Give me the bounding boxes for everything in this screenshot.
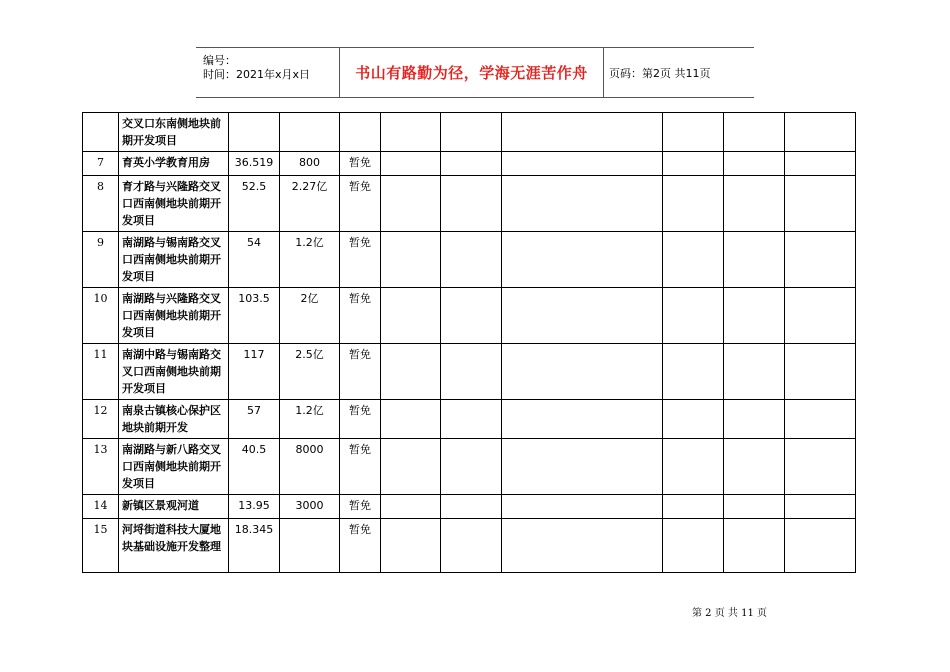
empty-cell xyxy=(663,152,724,176)
row-number: 15 xyxy=(83,519,119,573)
empty-cell xyxy=(724,176,785,232)
table-body xyxy=(83,113,856,573)
area-value: 54 xyxy=(229,232,280,288)
table-row xyxy=(83,232,856,288)
row-number: 13 xyxy=(83,439,119,495)
empty-cell xyxy=(502,176,663,232)
empty-cell xyxy=(663,232,724,288)
table-row xyxy=(83,495,856,519)
empty-cell xyxy=(441,495,502,519)
empty-cell xyxy=(724,232,785,288)
area-value: 40.5 xyxy=(229,439,280,495)
empty-cell xyxy=(724,400,785,439)
empty-cell xyxy=(502,344,663,400)
project-name: 河埒街道科技大厦地块基础设施开发整理 xyxy=(119,519,229,573)
empty-cell xyxy=(381,176,441,232)
empty-cell xyxy=(502,232,663,288)
area-value: 13.95 xyxy=(229,495,280,519)
table-row xyxy=(83,288,856,344)
empty-cell xyxy=(502,400,663,439)
empty-cell xyxy=(502,152,663,176)
area-value xyxy=(229,113,280,152)
status-value: 暂免 xyxy=(340,288,381,344)
empty-cell xyxy=(663,344,724,400)
header-page-cell xyxy=(609,48,711,97)
empty-cell xyxy=(381,113,441,152)
empty-cell xyxy=(381,400,441,439)
row-number: 12 xyxy=(83,400,119,439)
table-row xyxy=(83,344,856,400)
empty-cell xyxy=(441,439,502,495)
status-value: 暂免 xyxy=(340,439,381,495)
empty-cell xyxy=(785,152,856,176)
table-row xyxy=(83,400,856,439)
empty-cell xyxy=(724,495,785,519)
table-row xyxy=(83,439,856,495)
empty-cell xyxy=(785,519,856,573)
status-value xyxy=(340,113,381,152)
row-number: 8 xyxy=(83,176,119,232)
empty-cell xyxy=(381,232,441,288)
status-value: 暂免 xyxy=(340,152,381,176)
empty-cell xyxy=(381,344,441,400)
empty-cell xyxy=(381,439,441,495)
empty-cell xyxy=(441,400,502,439)
project-name: 南湖中路与锡南路交叉口西南侧地块前期开发项目 xyxy=(119,344,229,400)
amount-value: 2亿 xyxy=(280,288,340,344)
project-name: 交叉口东南侧地块前期开发项目 xyxy=(119,113,229,152)
status-value: 暂免 xyxy=(340,495,381,519)
number-label: 编号： xyxy=(203,54,236,67)
amount-value: 8000 xyxy=(280,439,340,495)
empty-cell xyxy=(785,176,856,232)
empty-cell xyxy=(663,288,724,344)
table-row xyxy=(83,113,856,152)
empty-cell xyxy=(785,288,856,344)
empty-cell xyxy=(724,344,785,400)
empty-cell xyxy=(785,400,856,439)
row-number xyxy=(83,113,119,152)
empty-cell xyxy=(724,152,785,176)
empty-cell xyxy=(785,344,856,400)
empty-cell xyxy=(663,519,724,573)
project-name: 南湖路与新八路交叉口西南侧地块前期开发项目 xyxy=(119,439,229,495)
area-value: 52.5 xyxy=(229,176,280,232)
project-name: 南泉古镇核心保护区地块前期开发 xyxy=(119,400,229,439)
area-value: 57 xyxy=(229,400,280,439)
empty-cell xyxy=(441,152,502,176)
amount-value: 2.27亿 xyxy=(280,176,340,232)
empty-cell xyxy=(785,113,856,152)
empty-cell xyxy=(663,176,724,232)
amount-value: 1.2亿 xyxy=(280,400,340,439)
empty-cell xyxy=(441,344,502,400)
empty-cell xyxy=(381,519,441,573)
row-number: 11 xyxy=(83,344,119,400)
status-value: 暂免 xyxy=(340,519,381,573)
status-value: 暂免 xyxy=(340,232,381,288)
empty-cell xyxy=(724,288,785,344)
row-number: 9 xyxy=(83,232,119,288)
page-label: 页码：第2页 共11页 xyxy=(609,66,711,80)
row-number: 10 xyxy=(83,288,119,344)
area-value: 117 xyxy=(229,344,280,400)
empty-cell xyxy=(785,439,856,495)
area-value: 36.519 xyxy=(229,152,280,176)
empty-cell xyxy=(502,439,663,495)
empty-cell xyxy=(441,519,502,573)
row-number: 7 xyxy=(83,152,119,176)
amount-value: 2.5亿 xyxy=(280,344,340,400)
empty-cell xyxy=(381,152,441,176)
empty-cell xyxy=(441,176,502,232)
page-header xyxy=(196,47,754,98)
amount-value xyxy=(280,113,340,152)
empty-cell xyxy=(724,519,785,573)
empty-cell xyxy=(663,495,724,519)
amount-value: 1.2亿 xyxy=(280,232,340,288)
row-number: 14 xyxy=(83,495,119,519)
project-name: 南湖路与锡南路交叉口西南侧地块前期开发项目 xyxy=(119,232,229,288)
time-label: 时间：2021年x月x日 xyxy=(203,68,311,81)
empty-cell xyxy=(785,232,856,288)
empty-cell xyxy=(724,439,785,495)
table-row xyxy=(83,176,856,232)
header-meta xyxy=(196,48,339,97)
empty-cell xyxy=(502,288,663,344)
motto-text: 书山有路勤为径，学海无涯苦作舟 xyxy=(355,64,588,82)
project-name: 育英小学教育用房 xyxy=(119,152,229,176)
empty-cell xyxy=(441,232,502,288)
empty-cell xyxy=(502,113,663,152)
page-footer: 第 2 页 共 11 页 xyxy=(692,608,767,619)
amount-value: 800 xyxy=(280,152,340,176)
empty-cell xyxy=(663,400,724,439)
status-value: 暂免 xyxy=(340,344,381,400)
empty-cell xyxy=(663,439,724,495)
empty-cell xyxy=(502,495,663,519)
status-value: 暂免 xyxy=(340,176,381,232)
empty-cell xyxy=(441,288,502,344)
empty-cell xyxy=(441,113,502,152)
area-value: 103.5 xyxy=(229,288,280,344)
empty-cell xyxy=(663,113,724,152)
empty-cell xyxy=(381,288,441,344)
project-name: 育才路与兴隆路交叉口西南侧地块前期开发项目 xyxy=(119,176,229,232)
project-table xyxy=(82,112,856,573)
header-motto-cell xyxy=(339,48,604,97)
empty-cell xyxy=(785,495,856,519)
empty-cell xyxy=(381,495,441,519)
empty-cell xyxy=(724,113,785,152)
project-name: 南湖路与兴隆路交叉口西南侧地块前期开发项目 xyxy=(119,288,229,344)
table-row xyxy=(83,519,856,573)
area-value: 18.345 xyxy=(229,519,280,573)
empty-cell xyxy=(502,519,663,573)
amount-value: 3000 xyxy=(280,495,340,519)
status-value: 暂免 xyxy=(340,400,381,439)
table-row xyxy=(83,152,856,176)
amount-value xyxy=(280,519,340,573)
project-name: 新镇区景观河道 xyxy=(119,495,229,519)
